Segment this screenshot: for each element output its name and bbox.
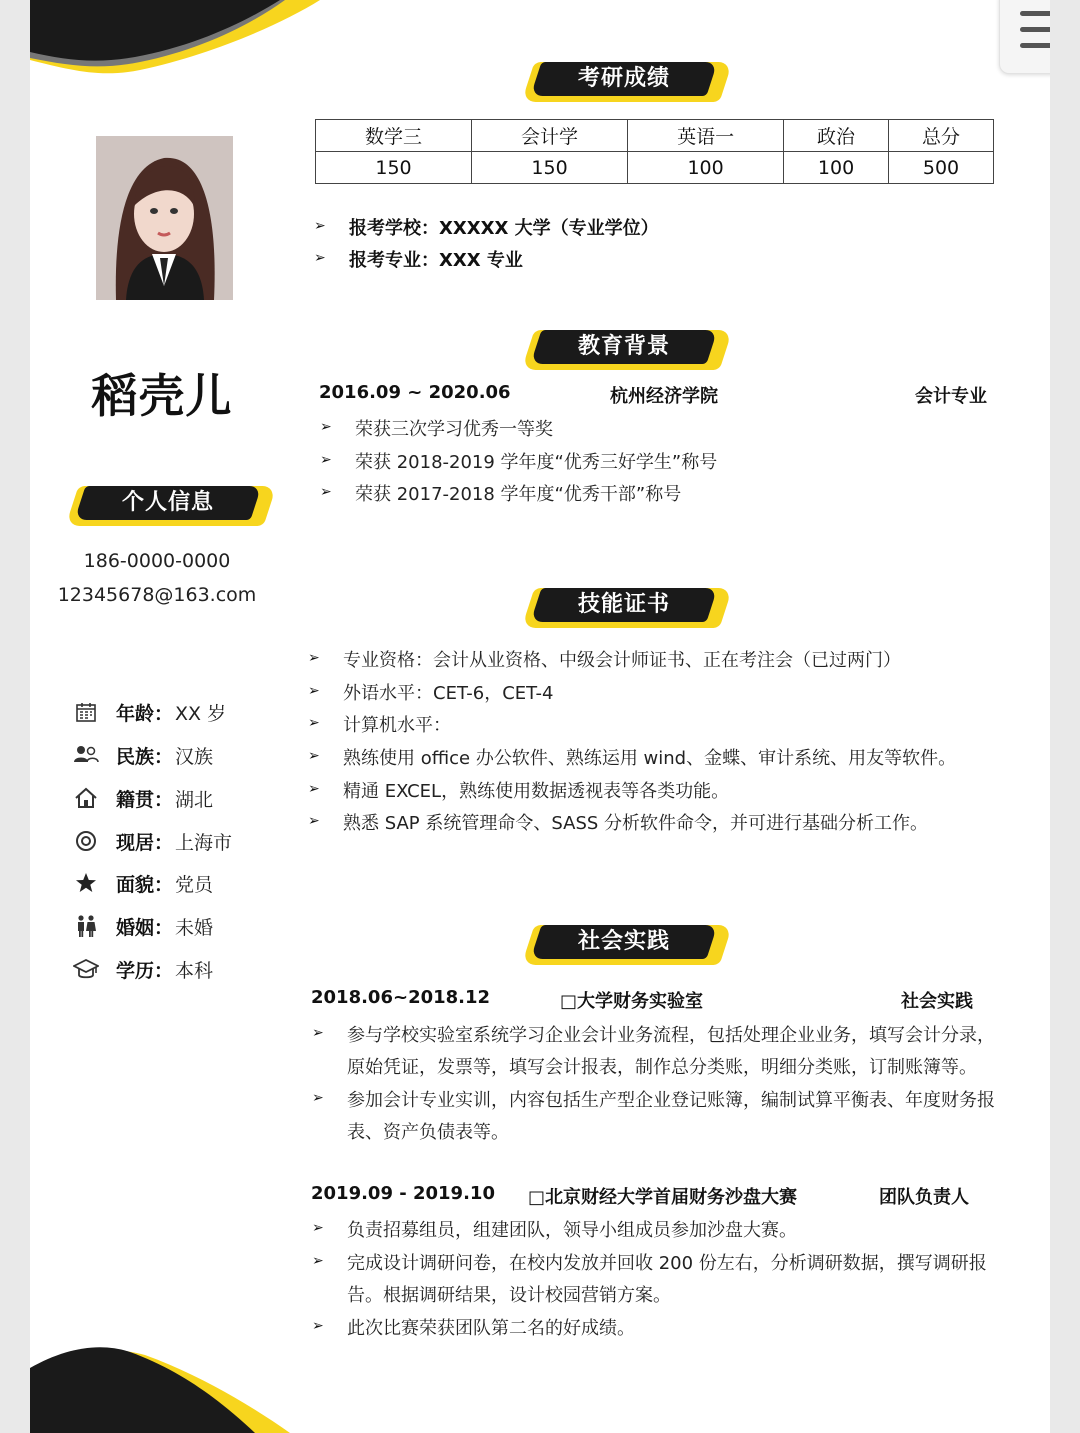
bullet-arrow-icon: ➢ <box>308 715 320 731</box>
list-item-continuation: 表、资产负债表等。 <box>347 1122 509 1143</box>
calendar-icon <box>72 699 100 725</box>
info-hometown <box>72 784 213 812</box>
top-corner-decoration <box>30 0 330 90</box>
bullet-arrow-icon: ➢ <box>312 1318 324 1334</box>
practice-org: □北京财经大学首届财务沙盘大赛 <box>528 1187 798 1208</box>
bullet-arrow-icon: ➢ <box>308 650 320 666</box>
info-value: 上海市 <box>175 831 233 854</box>
table-cell: 100 <box>628 152 784 184</box>
table-cell: 100 <box>784 152 889 184</box>
bullet-arrow-icon: ➢ <box>308 813 320 829</box>
star-icon <box>72 870 100 896</box>
list-item: 负责招募组员，组建团队，领导小组成员参加沙盘大赛。 <box>347 1220 797 1241</box>
table-cell: 150 <box>472 152 628 184</box>
list-item: 参加会计专业实训，内容包括生产型企业登记账簿，编制试算平衡表、年度财务报 <box>347 1090 995 1111</box>
bullet-arrow-icon: ➢ <box>320 419 332 435</box>
info-value: 汉族 <box>175 745 214 768</box>
scores-table <box>315 119 994 184</box>
info-label: 面貌： <box>116 873 174 896</box>
bullet-arrow-icon: ➢ <box>312 1025 324 1041</box>
practice-period: 2018.06~2018.12 <box>311 987 491 1008</box>
info-label: 年龄： <box>116 702 174 725</box>
bullet-arrow-icon: ➢ <box>308 683 320 699</box>
bullet-arrow-icon: ➢ <box>312 1220 324 1236</box>
section-header-education: 教育背景 <box>528 330 726 370</box>
education-period: 2016.09 ~ 2020.06 <box>319 382 511 403</box>
table-header-cell: 会计学 <box>472 120 628 152</box>
table-header-cell: 总分 <box>889 120 994 152</box>
info-value: XX 岁 <box>175 702 227 725</box>
list-item: 参与学校实验室系统学习企业会计业务流程，包括处理企业业务，填写会计分录， <box>347 1025 995 1046</box>
table-header-cell: 数学三 <box>316 120 472 152</box>
list-item: 此次比赛荣获团队第二名的好成绩。 <box>347 1318 635 1339</box>
menu-button[interactable] <box>999 0 1050 74</box>
apply-school: 报考学校：XXXXX 大学（专业学位） <box>349 218 659 239</box>
candidate-name: 稻壳儿 <box>91 369 233 423</box>
resume-page <box>30 0 1050 1433</box>
bullet-arrow-icon: ➢ <box>320 484 332 500</box>
practice-role: 团队负责人 <box>879 1187 969 1208</box>
info-ethnicity <box>72 741 213 769</box>
education-major: 会计专业 <box>915 386 987 407</box>
info-value: 本科 <box>175 959 214 982</box>
info-value: 党员 <box>175 873 214 896</box>
couple-icon <box>72 913 100 939</box>
bullet-arrow-icon: ➢ <box>312 1090 324 1106</box>
list-item: 熟练使用 office 办公软件、熟练运用 wind、金蝶、审计系统、用友等软件。 <box>343 748 957 769</box>
info-residence <box>72 827 232 855</box>
bottom-corner-decoration <box>30 1340 330 1433</box>
info-label: 学历： <box>116 959 174 982</box>
list-item: 完成设计调研问卷，在校内发放并回收 200 份左右，分析调研数据，撰写调研报 <box>347 1253 987 1274</box>
list-item: 外语水平：CET-6，CET-4 <box>343 683 554 704</box>
info-label: 民族： <box>116 745 174 768</box>
phone-number: 186-0000-0000 <box>83 550 231 572</box>
list-item: 荣获 2018-2019 学年度“优秀三好学生”称号 <box>355 452 718 473</box>
info-marital <box>72 912 213 940</box>
bullet-arrow-icon: ➢ <box>308 748 320 764</box>
practice-role: 社会实践 <box>901 991 973 1012</box>
info-age <box>72 698 226 726</box>
bullet-arrow-icon: ➢ <box>314 250 326 266</box>
table-header-cell: 英语一 <box>628 120 784 152</box>
bullet-arrow-icon: ➢ <box>308 781 320 797</box>
section-header-scores: 考研成绩 <box>528 62 726 102</box>
section-header-skills: 技能证书 <box>528 588 726 628</box>
list-item: 计算机水平： <box>343 715 451 736</box>
bullet-arrow-icon: ➢ <box>320 452 332 468</box>
info-value: 未婚 <box>175 916 214 939</box>
email-address: 12345678@163.com <box>57 584 257 606</box>
list-item: 荣获三次学习优秀一等奖 <box>355 419 553 440</box>
table-row <box>316 152 994 184</box>
education-school: 杭州经济学院 <box>610 386 718 407</box>
table-header-row <box>316 120 994 152</box>
list-item: 荣获 2017-2018 学年度“优秀干部”称号 <box>355 484 682 505</box>
apply-major: 报考专业：XXX 专业 <box>349 250 523 271</box>
people-icon <box>72 742 100 768</box>
list-item-continuation: 告。根据调研结果，设计校园营销方案。 <box>347 1285 671 1306</box>
bullet-arrow-icon: ➢ <box>314 218 326 234</box>
info-label: 现居： <box>116 831 174 854</box>
table-cell: 150 <box>316 152 472 184</box>
practice-org: □大学财务实验室 <box>560 991 704 1012</box>
table-header-cell: 政治 <box>784 120 889 152</box>
section-header-personal: 个人信息 <box>72 486 270 526</box>
info-political <box>72 869 213 897</box>
table-cell: 500 <box>889 152 994 184</box>
location-icon <box>72 828 100 854</box>
bullet-arrow-icon: ➢ <box>312 1253 324 1269</box>
info-label: 籍贯： <box>116 788 174 811</box>
section-header-practice: 社会实践 <box>528 925 726 965</box>
info-value: 湖北 <box>175 788 214 811</box>
info-education <box>72 955 213 983</box>
practice-period: 2019.09 - 2019.10 <box>311 1183 495 1204</box>
profile-photo <box>96 136 233 300</box>
list-item-continuation: 原始凭证，发票等，填写会计报表，制作总分类账，明细分类账，订制账簿等。 <box>347 1057 977 1078</box>
graduation-cap-icon <box>72 956 100 982</box>
list-item: 精通 EXCEL，熟练使用数据透视表等各类功能。 <box>343 781 730 802</box>
info-label: 婚姻： <box>116 916 174 939</box>
list-item: 熟悉 SAP 系统管理命令、SASS 分析软件命令，并可进行基础分析工作。 <box>343 813 929 834</box>
list-item: 专业资格：会计从业资格、中级会计师证书、正在考注会（已过两门） <box>343 650 901 671</box>
home-icon <box>72 785 100 811</box>
